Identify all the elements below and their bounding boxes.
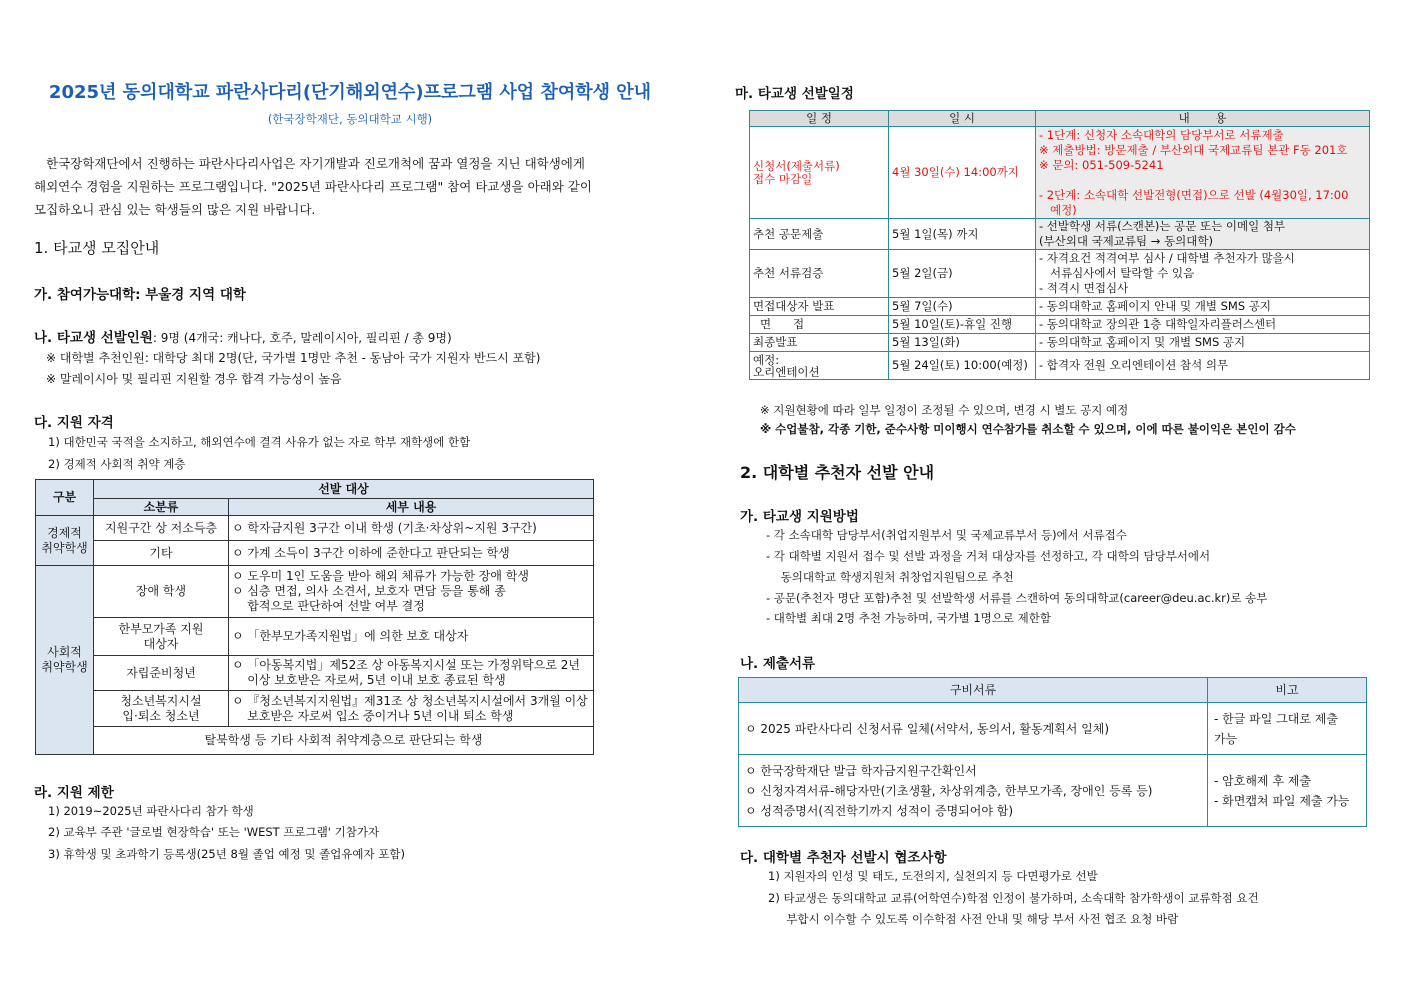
schedule-cell: 신청서(제출서류) 접수 마감일: [750, 127, 889, 219]
content-cell: - 합격자 전원 오리엔테이션 참석 의무: [1036, 352, 1370, 380]
table-cell-detail: [229, 656, 594, 691]
content-cell: [1036, 250, 1370, 298]
ra-item: 3) 휴학생 및 초과학기 등록생(25년 8월 졸업 예정 및 졸업유예자 포함): [48, 847, 406, 861]
table-cell-detail: ㅇ 학자금지원 3구간 이내 학생 (기초·차상위~지원 3구간): [229, 516, 594, 541]
date-cell: 5월 10일(토)-휴일 진행: [889, 316, 1036, 334]
s2ga-heading: 가. 타교생 지원방법: [740, 509, 859, 525]
section-2-heading: 2. 대학별 추천자 선발 안내: [740, 463, 935, 482]
page-subtitle: (한국장학재단, 동의대학교 시행): [267, 112, 433, 126]
ga-line: [34, 283, 246, 303]
note-line: 가능: [1214, 731, 1238, 746]
col-header-note: 비고: [1208, 678, 1367, 703]
col-header-date: 일 시: [889, 111, 1036, 127]
content-line: 서류심사에서 탈락할 수 있음: [1039, 266, 1195, 280]
s2ga-item: 동의대학교 학생지원처 취창업지원팀으로 추천: [766, 570, 1014, 584]
col-header-schedule: 일 정: [750, 111, 889, 127]
s2na-heading: 나. 제출서류: [740, 656, 816, 672]
content-line: - 1단계: 신청자 소속대학의 담당부서로 서류제출: [1039, 127, 1284, 142]
na-label: 나. 타교생 선발인원: [34, 330, 153, 346]
detail-line: ㅇ 심층 면접, 의사 소견서, 보호자 면담 등을 통해 종: [232, 584, 506, 598]
col-header-target: 선발 대상: [94, 480, 594, 499]
col-header-gubun: 구분: [36, 480, 94, 516]
date-cell: 5월 24일(토) 10:00(예정): [889, 352, 1036, 380]
schedule-cell: 추천 서류검증: [750, 250, 889, 298]
ga-label: 가. 참여가능대학: [34, 287, 136, 303]
social-category: 사회적 취약학생: [36, 566, 94, 755]
section-1-heading: 1. 타교생 모집안내: [34, 239, 160, 257]
docs-line: ㅇ 한국장학재단 발급 학자금지원구간확인서: [745, 763, 977, 778]
content-line: (부산외대 국제교류팀 → 동의대학): [1039, 234, 1213, 248]
note-cell: [1208, 703, 1367, 755]
docs-cell: ㅇ 2025 파란사다리 신청서류 일체(서약서, 동의서, 활동계획서 일체): [739, 703, 1208, 755]
table-cell-sub: 청소년복지시설 입·퇴소 청소년: [94, 691, 229, 727]
ma-heading: 마. 타교생 선발일정: [735, 86, 854, 102]
table-cell-detail: ㅇ 「한부모가족지원법」에 의한 보호 대상자: [229, 618, 594, 656]
documents-table: [738, 677, 1367, 827]
na-note: ※ 말레이시아 및 필리핀 지원할 경우 합격 가능성이 높음: [46, 372, 342, 386]
na-line: [34, 326, 452, 346]
note-line: - 화면캡쳐 파일 제출 가능: [1214, 793, 1350, 808]
s2ga-item: - 공문(추천자 명단 포함)추천 및 선발학생 서류를 스캔하여 동의대학교(career@deu.ac.kr)로 송부: [766, 591, 1268, 605]
col-header-content: 내 용: [1036, 111, 1370, 127]
schedule-cell: 면접대상자 발표: [750, 298, 889, 316]
col-header-docs: 구비서류: [739, 678, 1208, 703]
date-cell: 4월 30일(수) 14:00까지: [889, 127, 1036, 219]
table-cell-last: 탈북학생 등 기타 사회적 취약계층으로 판단되는 학생: [94, 727, 594, 755]
content-cell: - 동의대학교 홈페이지 안내 및 개별 SMS 공지: [1036, 298, 1370, 316]
docs-line: ㅇ 성적증명서(직전학기까지 성적이 증명되어야 함): [745, 803, 1014, 818]
detail-line: ㅇ 『청소년복지지원법』제31조 상 청소년복지시설에서 3개월 이상: [232, 693, 588, 708]
date-cell: 5월 2일(금): [889, 250, 1036, 298]
col-header-sub: 소분류: [94, 499, 229, 516]
table-cell-detail: ㅇ 가계 소득이 3구간 이하에 준한다고 판단되는 학생: [229, 541, 594, 566]
content-line: - 2단계: 소속대학 선발전형(면접)으로 선발 (4월30일, 17:00: [1039, 187, 1349, 202]
docs-line: ㅇ 신청자격서류-해당자만(기초생활, 차상위계층, 한부모가족, 장애인 등록 등): [745, 783, 1153, 798]
content-cell: - 동의대학교 장의관 1층 대학일자리플러스센터: [1036, 316, 1370, 334]
s2da-item: 2) 타교생은 동의대학교 교류(어학연수)학점 인정이 불가하며, 소속대학 참가학생이 교류학점 요건: [768, 891, 1259, 905]
schedule-table: [749, 110, 1370, 380]
detail-line: 합적으로 판단하여 선발 여부 결정: [232, 599, 425, 613]
content-line: - 선발학생 서류(스캔본)는 공문 또는 이메일 첨부: [1039, 219, 1286, 233]
table-cell-detail: [229, 691, 594, 727]
schedule-note: ※ 지원현황에 따라 일부 일정이 조정될 수 있으며, 변경 시 별도 공지 예정: [760, 403, 1129, 417]
s2ga-item: - 각 소속대학 담당부서(취업지원부서 및 국제교류부서 등)에서 서류접수: [766, 528, 1127, 542]
note-line: - 한글 파일 그대로 제출: [1214, 711, 1338, 726]
date-cell: 5월 7일(수): [889, 298, 1036, 316]
s2da-item: 1) 지원자의 인성 및 태도, 도전의지, 실천의지 등 다면평가로 선발: [768, 869, 1098, 883]
intro-paragraph: [34, 152, 592, 221]
table-cell-sub: 자립준비청년: [94, 656, 229, 691]
content-line: - 자격요건 적격여부 심사 / 대학별 추천자가 많을시: [1039, 251, 1295, 265]
schedule-cell: 면 접: [750, 316, 889, 334]
ra-item: 2) 교육부 주관 '글로벌 현장학습' 또는 'WEST 프로그램' 기참가자: [48, 825, 380, 839]
note-cell: [1208, 755, 1367, 827]
da-item: 2) 경제적 사회적 취약 계층: [48, 457, 186, 471]
s2da-item: 부합시 이수할 수 있도록 이수학점 사전 안내 및 해당 부서 사전 협조 요청 바람: [768, 912, 1179, 926]
table-cell-sub: 장애 학생: [94, 566, 229, 618]
table-cell-detail: [229, 566, 594, 618]
schedule-cell: 최종발표: [750, 334, 889, 352]
content-line: - 적격시 면접심사: [1039, 281, 1129, 295]
table-cell-sub: 한부모가족 지원 대상자: [94, 618, 229, 656]
s2ga-item: - 각 대학별 지원서 접수 및 선발 과정을 거쳐 대상자를 선정하고, 각 대학의 담당부서에서: [766, 549, 1211, 563]
ga-value: : 부울경 지역 대학: [135, 287, 246, 303]
content-cell: - 동의대학교 홈페이지 및 개별 SMS 공지: [1036, 334, 1370, 352]
s2ga-item: - 대학별 최대 2명 추천 가능하며, 국가별 1명으로 제한함: [766, 611, 1051, 625]
schedule-note-bold: ※ 수업불참, 각종 기한, 준수사항 미이행시 연수참가를 취소할 수 있으며, 이에 따른 불이익은 본인이 감수: [760, 422, 1296, 436]
ra-heading: 라. 지원 제한: [34, 785, 114, 801]
docs-cell: [739, 755, 1208, 827]
table-cell-sub: 기타: [94, 541, 229, 566]
date-cell: 5월 13일(화): [889, 334, 1036, 352]
note-line: - 암호해제 후 제출: [1214, 773, 1311, 788]
schedule-cell: 추천 공문제출: [750, 219, 889, 250]
detail-line: 보호받은 자로써 입소 중이거나 5년 이내 퇴소 학생: [232, 708, 514, 723]
content-line: ※ 제출방법: 방문제출 / 부산외대 국제교류팀 본관 F동 201호: [1039, 142, 1348, 157]
ra-item: 1) 2019~2025년 파란사다리 참가 학생: [48, 804, 254, 818]
detail-line: ㅇ 「아동복지법」제52조 상 아동복지시설 또는 가정위탁으로 2년: [232, 658, 581, 672]
content-line: ※ 문의: 051-509-5241: [1039, 157, 1164, 172]
content-line: 예정): [1039, 202, 1077, 217]
na-note: ※ 대학별 추천인원: 대학당 최대 2명(단, 국가별 1명만 추천 - 동남아 국가 지원자 반드시 포함): [46, 351, 541, 365]
da-item: 1) 대한민국 국적을 소지하고, 해외연수에 결격 사유가 없는 자로 학부 재학생에 한함: [48, 435, 471, 449]
page-title: 2025년 동의대학교 파란사다리(단기해외연수)프로그램 사업 참여학생 안내: [48, 82, 652, 103]
content-cell: [1036, 127, 1370, 219]
content-cell: [1036, 219, 1370, 250]
econ-category: 경제적 취약학생: [36, 516, 94, 566]
da-heading: 다. 지원 자격: [34, 415, 114, 431]
s2da-heading: 다. 대학별 추천자 선발시 협조사항: [740, 850, 947, 866]
intro-line: 모집하오니 관심 있는 학생들의 많은 지원 바랍니다.: [34, 202, 316, 217]
table-cell-sub: 지원구간 상 저소득층: [94, 516, 229, 541]
na-value: : 9명 (4개국: 캐나다, 호주, 말레이시아, 필리핀 / 총 9명): [152, 331, 452, 345]
detail-line: 이상 보호받은 자로써, 5년 이내 보호 종료된 학생: [232, 673, 506, 687]
detail-line: ㅇ 도우미 1인 도움을 받아 해외 체류가 가능한 장애 학생: [232, 569, 529, 583]
content-line: [1039, 173, 1366, 188]
eligibility-table: [35, 479, 594, 755]
schedule-cell: 예정: 오리엔테이션: [750, 352, 889, 380]
intro-line: 한국장학재단에서 진행하는 파란사다리사업은 자기개발과 진로개척에 꿈과 열정을 지닌 대학생에게: [46, 156, 585, 171]
date-cell: 5월 1일(목) 까지: [889, 219, 1036, 250]
col-header-detail: 세부 내용: [229, 499, 594, 516]
intro-line: 해외연수 경험을 지원하는 프로그램입니다. "2025년 파란사다리 프로그램" 참여 타교생을 아래와 같이: [34, 179, 592, 194]
